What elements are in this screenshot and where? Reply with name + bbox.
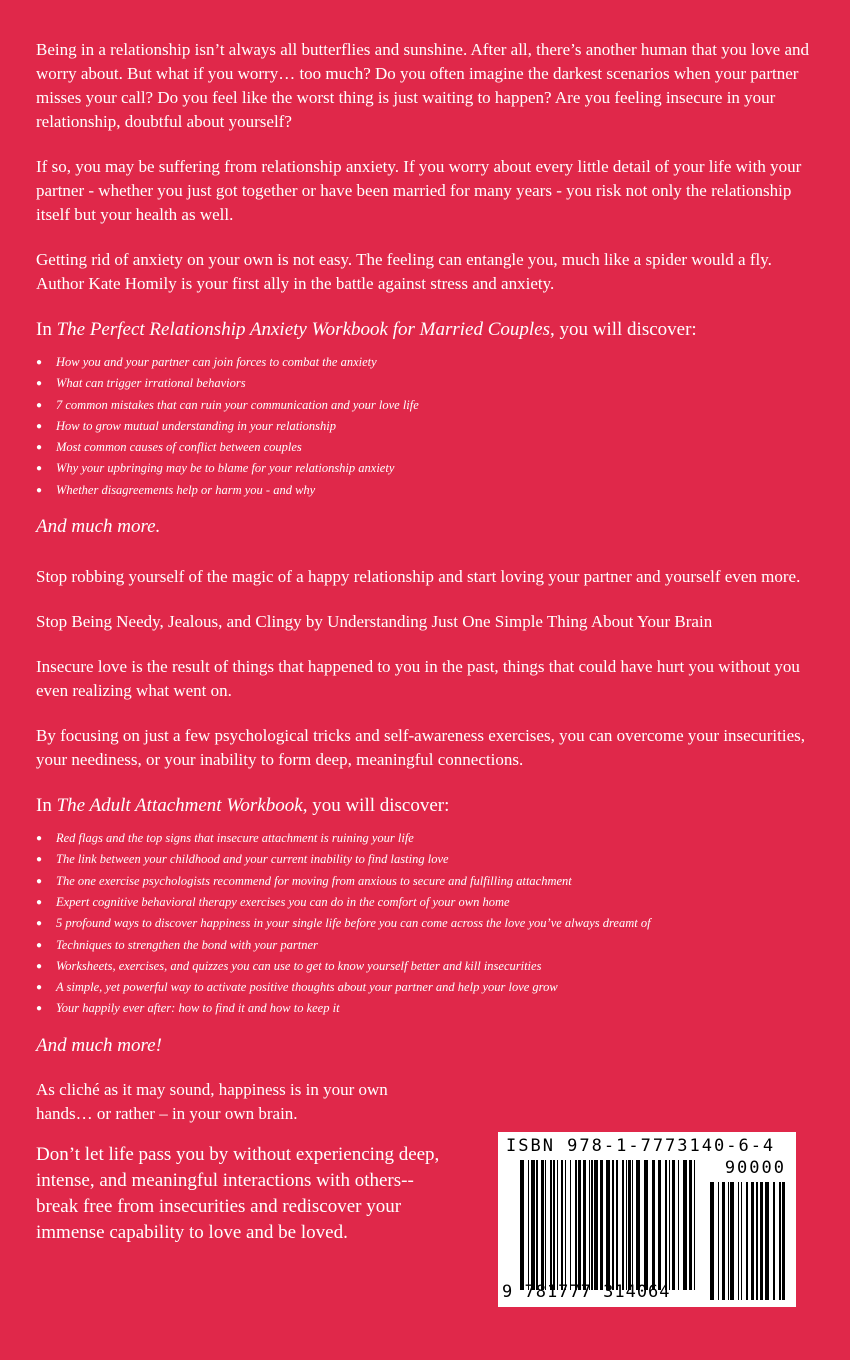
- barcode-bar: [628, 1160, 631, 1290]
- book2-lead-suffix: , you will discover:: [302, 795, 450, 817]
- book1-lead-suffix: , you will discover:: [549, 319, 697, 340]
- list-item: ● 5 profound ways to discover happiness in your single life before you can come across the love you’ve always dreamt of: [36, 913, 816, 934]
- list-item: ● Whether disagreements help or harm you - and why: [36, 480, 816, 501]
- barcode-bar: [616, 1160, 618, 1290]
- barcode-bar: [520, 1160, 524, 1290]
- barcode-bar: [632, 1160, 633, 1290]
- list-item: ● The link between your childhood and your current inability to find lasting love: [36, 849, 816, 870]
- list-item: ● How to grow mutual understanding in your relationship: [36, 416, 816, 437]
- list-item: ● Red flags and the top signs that insecure attachment is ruining your life: [36, 828, 816, 849]
- barcode-bar: [756, 1182, 758, 1300]
- barcode-bar: [694, 1160, 695, 1290]
- barcode-bars: [498, 1132, 796, 1307]
- middle-paragraph-3: Insecure love is the result of things that happened to you in the past, things that could have hurt you without you even realizing what went on.: [36, 657, 800, 701]
- book2-lead-prefix: In: [36, 795, 57, 817]
- barcode-bar: [626, 1160, 627, 1290]
- barcode-bar: [561, 1160, 563, 1290]
- barcode-bar: [553, 1160, 555, 1290]
- list-item: ● How you and your partner can join forces to combat the anxiety: [36, 352, 816, 373]
- book1-lead: [36, 318, 816, 342]
- isbn-barcode: [498, 1132, 796, 1307]
- barcode-bar: [557, 1160, 558, 1290]
- barcode-bar: [565, 1160, 566, 1290]
- middle-paragraph-4: By focusing on just a few psychological tricks and self-awareness exercises, you can overcome your insecurities, your neediness, or your inability to form deep, meaningful connections.: [36, 726, 806, 770]
- middle-paragraph-2: Stop Being Needy, Jealous, and Clingy by Understanding Just One Simple Thing About Your Brain: [36, 612, 713, 632]
- barcode-bar: [760, 1182, 763, 1300]
- barcode-bar: [594, 1160, 598, 1290]
- middle-paragraph-1: Stop robbing yourself of the magic of a happy relationship and start loving your partner and yourself even more.: [36, 567, 801, 587]
- barcode-bar: [591, 1160, 593, 1290]
- closing-paragraph-2: Don’t let life pass you by without experiencing deep, intense, and meaningful interactions with others--break free from insecurities and rediscover your immense capability to love and be loved.: [36, 1143, 440, 1243]
- closing-paragraph-1: As cliché as it may sound, happiness is in your own hands… or rather – in your own brain.: [36, 1079, 388, 1123]
- list-item: ● 7 common mistakes that can ruin your communication and your love life: [36, 395, 816, 416]
- barcode-bar: [575, 1160, 577, 1290]
- barcode-bar: [578, 1160, 581, 1290]
- barcode-bar: [600, 1160, 603, 1290]
- intro-paragraph-1: Being in a relationship isn’t always all butterflies and sunshine. After all, there’s another human that you love and worry about. But what if you worry… too much? Do you often imagine the darkest scenarios when your partner misses your call? Do you feel like the worst thing is just waiting to happen? Are you feeling insecure in your relationship, doubtful about yourself?: [36, 40, 810, 131]
- barcode-bar: [636, 1160, 640, 1290]
- list-item: ● The one exercise psychologists recommend for moving from anxious to secure and fulfilling attachment: [36, 871, 816, 892]
- barcode-bar: [658, 1160, 661, 1290]
- barcode-bar: [782, 1182, 785, 1300]
- list-item: ● Worksheets, exercises, and quizzes you can use to get to know yourself better and kill insecurities: [36, 956, 816, 977]
- book2-lead: [36, 794, 816, 818]
- barcode-bar: [665, 1160, 667, 1290]
- barcode-bar: [746, 1182, 748, 1300]
- list-item: ● Techniques to strengthen the bond with your partner: [36, 935, 816, 956]
- barcode-bar: [683, 1160, 687, 1290]
- intro-paragraph-2: If so, you may be suffering from relationship anxiety. If you worry about every little detail of your life with your partner - whether you just got together or have been married for many years - you risk not only the relationship itself but your health as well.: [36, 157, 802, 224]
- barcode-bar: [550, 1160, 552, 1290]
- barcode-bar: [710, 1182, 714, 1300]
- barcode-bar: [536, 1160, 538, 1290]
- barcode-bar: [531, 1160, 535, 1290]
- barcode-bar: [730, 1182, 734, 1300]
- book2-bullet-list: [36, 828, 816, 1020]
- list-item: ● Expert cognitive behavioral therapy exercises you can do in the comfort of your own home: [36, 892, 816, 913]
- barcode-bar: [728, 1182, 729, 1300]
- barcode-bar: [545, 1160, 546, 1290]
- barcode-bar: [669, 1160, 670, 1290]
- list-item: ● Why your upbringing may be to blame for your relationship anxiety: [36, 458, 816, 479]
- book2-and-much-more: And much more!: [36, 1034, 162, 1056]
- barcode-addon-code: 90000: [724, 1158, 786, 1178]
- barcode-bar: [678, 1160, 679, 1290]
- isbn-label: ISBN 978-1-7773140-6-4: [506, 1136, 776, 1156]
- barcode-bar: [541, 1160, 544, 1290]
- book1-bullet-list: [36, 352, 816, 501]
- barcode-bar: [652, 1160, 655, 1290]
- book1-and-much-more: And much more.: [36, 516, 161, 538]
- barcode-bar: [606, 1160, 610, 1290]
- list-item: ● Most common causes of conflict between couples: [36, 437, 816, 458]
- barcode-bar: [644, 1160, 648, 1290]
- barcode-bar: [718, 1182, 719, 1300]
- barcode-bar: [583, 1160, 586, 1290]
- book2-title: The Adult Attachment Workbook: [56, 795, 303, 817]
- barcode-bar: [528, 1160, 529, 1290]
- barcode-main-code: 9 781777 314064: [502, 1282, 671, 1302]
- back-cover-text: [36, 38, 816, 1246]
- barcode-bar: [738, 1182, 739, 1300]
- barcode-bar: [570, 1160, 571, 1290]
- barcode-bar: [689, 1160, 692, 1290]
- barcode-bar: [622, 1160, 624, 1290]
- list-item: ● What can trigger irrational behaviors: [36, 373, 816, 394]
- barcode-bar: [612, 1160, 614, 1290]
- barcode-bar: [779, 1182, 781, 1300]
- barcode-bar: [741, 1182, 742, 1300]
- list-item: ● A simple, yet powerful way to activate positive thoughts about your partner and help your love grow: [36, 977, 816, 998]
- intro-paragraph-3: Getting rid of anxiety on your own is not easy. The feeling can entangle you, much like a spider would a fly. Author Kate Homily is your first ally in the battle against stress and anxiety.: [36, 250, 772, 293]
- barcode-bar: [722, 1182, 725, 1300]
- list-item: ● Your happily ever after: how to find it and how to keep it: [36, 998, 816, 1019]
- barcode-bar: [765, 1182, 769, 1300]
- book1-lead-prefix: In: [36, 319, 57, 340]
- barcode-bar: [751, 1182, 754, 1300]
- barcode-bar: [589, 1160, 590, 1290]
- barcode-bar: [672, 1160, 675, 1290]
- book1-title: The Perfect Relationship Anxiety Workbook for Married Couples: [56, 319, 550, 340]
- barcode-bar: [773, 1182, 775, 1300]
